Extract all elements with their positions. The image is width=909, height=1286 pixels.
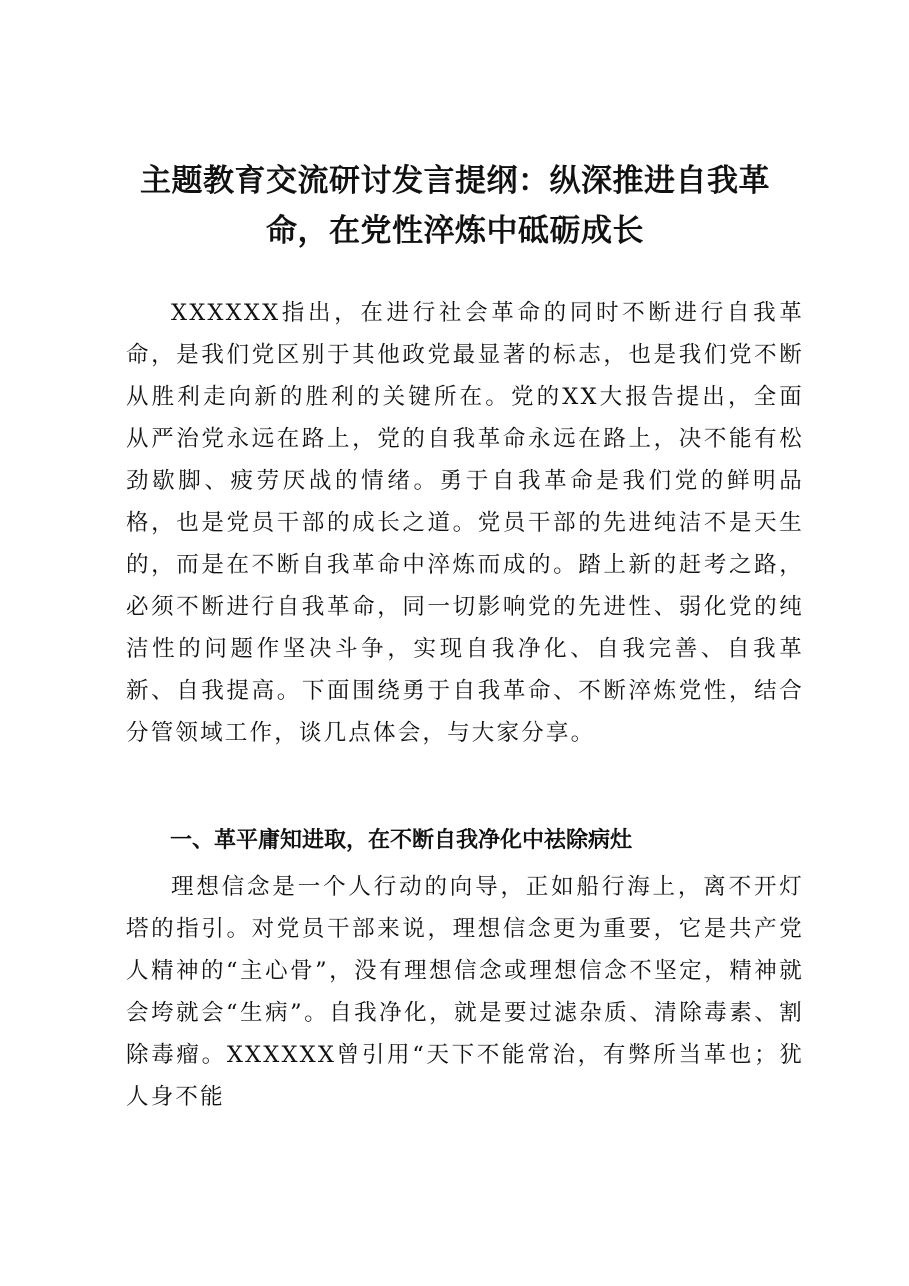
section-paragraph: 理想信念是一个人行动的向导，正如船行海上，离不开灯塔的指引。对党员干部来说，理想信念更为重要，它是共产党人精神的“主心骨”，没有理想信念或理想信念不坚定，精神就会垮就会“生病”。自我净化，就是要过滤杂质、清除毒素、割除毒瘤。XXXXXX曾引用“天下不能常治，有弊所当革也；犹人身不能	[126, 874, 804, 1110]
section-heading: 一、革平庸知进取，在不断自我净化中祛除病灶	[170, 828, 633, 853]
document-title: 主题教育交流研讨发言提纲：纵深推进自我革命，在党性淬炼中砥砺成长	[140, 163, 770, 249]
intro-paragraph: XXXXXX指出，在进行社会革命的同时不断进行自我革命，是我们党区别于其他政党最显著的标志，也是我们党不断从胜利走向新的胜利的关键所在。党的XX大报告提出，全面从严治党永远在路上，党的自我革命永远在路上，决不能有松劲歇脚、疲劳厌战的情绪。勇于自我革命是我们党的鲜明品格，也是党员干部的成长之道。党员干部的先进纯洁不是天生的，而是在不断自我革命中淬炼而成的。踏上新的赶考之路，必须不断进行自我革命，同一切影响党的先进性、弱化党的纯洁性的问题作坚决斗争，实现自我净化、自我完善、自我革新、自我提高。下面围绕勇于自我革命、不断淬炼党性，结合分管领域工作，谈几点体会，与大家分享。	[126, 300, 804, 746]
